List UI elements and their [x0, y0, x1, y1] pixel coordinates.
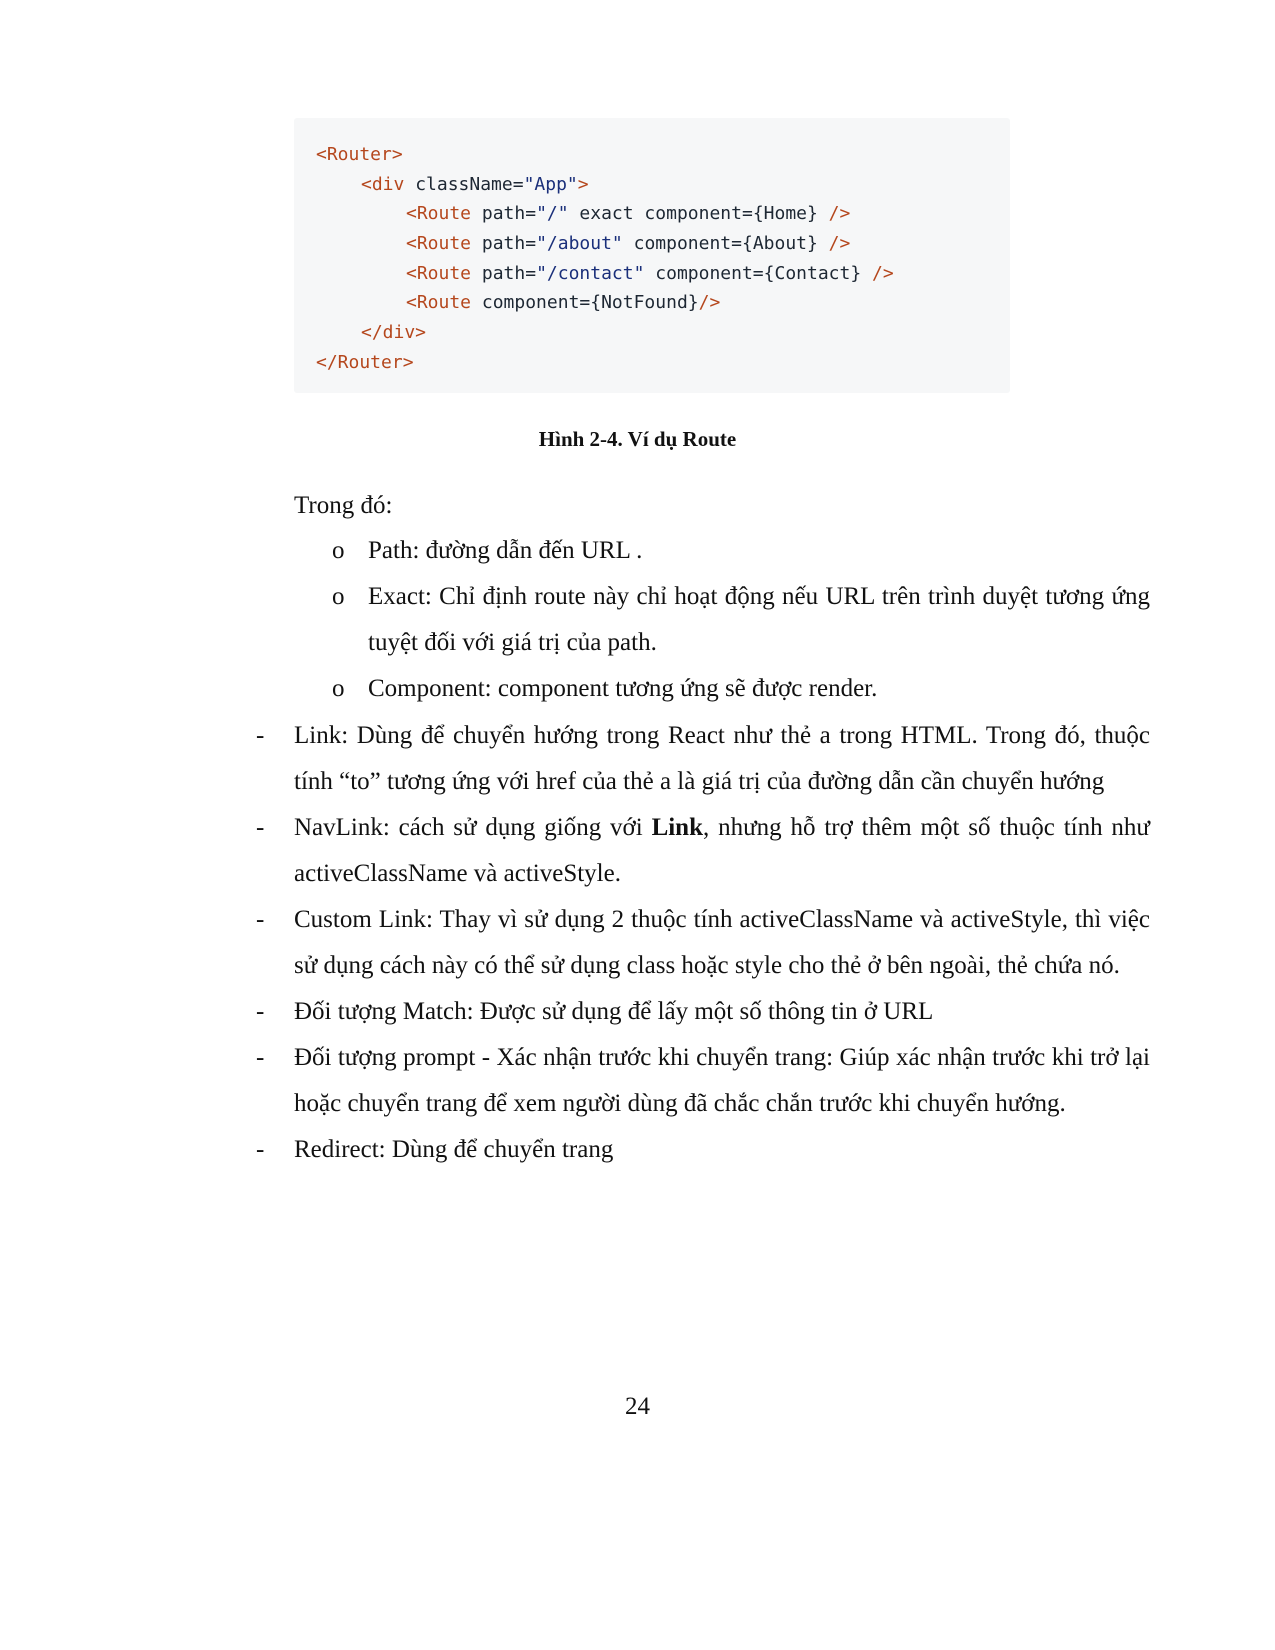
list-item-prompt [256, 1035, 1150, 1127]
list-item [294, 528, 1150, 574]
code-token: <Route [406, 233, 472, 255]
list-item-redirect [256, 1127, 1150, 1173]
code-block [294, 118, 1010, 393]
code-token: "/" [536, 203, 569, 225]
list-item [294, 666, 1150, 712]
dash-icon: - [256, 1044, 265, 1071]
code-token: > [577, 173, 589, 195]
list-item-text: NavLink: cách sử dụng giống với [294, 814, 652, 841]
bullet-icon: o [332, 675, 345, 702]
code-token: path= [471, 203, 537, 225]
list-item-text: Component: component tương ứng sẽ được render. [368, 675, 878, 702]
code-line [316, 348, 1010, 378]
list-item-text: Redirect: Dùng để chuyển trang [294, 1136, 614, 1163]
code-line [316, 259, 1010, 289]
code-token: exact component= [568, 203, 753, 225]
code-token: "/contact" [536, 262, 645, 284]
list-item-navlink [256, 805, 1150, 897]
code-token: component= [644, 262, 764, 284]
code-token: {Contact} [763, 262, 862, 284]
figure-caption: Hình 2-4. Ví dụ Route [538, 427, 737, 451]
list-item [294, 574, 1150, 666]
dash-icon: - [256, 1136, 265, 1163]
list-item-text: Path: đường dẫn đến URL . [368, 537, 643, 564]
code-token: /> [817, 203, 851, 225]
dash-icon: - [256, 722, 265, 749]
code-token: component= [622, 233, 742, 255]
bullet-icon: o [332, 537, 345, 564]
code-token: component= [471, 292, 591, 314]
list-item-text: Đối tượng Match: Được sử dụng để lấy một số thông tin ở URL [294, 998, 934, 1025]
list-item-text: Link: Dùng để chuyển hướng trong React như thẻ a trong HTML. Trong đó, thuộc tính “to” tương ứng với href của thẻ a là giá trị của đường dẫn cần chuyển hướng [294, 722, 1150, 795]
code-token: {NotFound} [590, 292, 699, 314]
code-token: <div [361, 173, 405, 195]
sub-list [294, 528, 1150, 712]
dash-icon: - [256, 906, 265, 933]
list-item-match [256, 989, 1150, 1035]
list-item-link [256, 713, 1150, 805]
code-line [316, 229, 1010, 259]
code-token: {About} [741, 233, 818, 255]
code-token: className= [404, 173, 524, 195]
code-line [316, 199, 1010, 229]
code-line [316, 170, 1010, 200]
code-token: /> [698, 292, 721, 314]
code-token: <Route [406, 262, 472, 284]
list-item-text: Đối tượng prompt - Xác nhận trước khi chuyển trang: Giúp xác nhận trước khi trở lại hoặc chuyển trang để xem người dùng đã chắc chắn trước khi chuyển hướng. [294, 1044, 1150, 1117]
code-token: /> [861, 262, 894, 284]
code-token: {Home} [752, 203, 818, 225]
code-token: "App" [523, 173, 578, 195]
code-token: path= [471, 262, 537, 284]
code-line [316, 140, 1010, 170]
code-token: "/about" [536, 233, 623, 255]
list-item-text: , nhưng hỗ trợ thêm một số thuộc tính như activeClassName và activeStyle. [294, 814, 1150, 887]
list-item-text: Custom Link: Thay vì sử dụng 2 thuộc tính activeClassName và activeStyle, thì việc sử dụng cách này có thể sử dụng class hoặc style cho thẻ ở bên ngoài, thẻ chứa nó. [294, 906, 1150, 979]
page-number: 24 [625, 1393, 650, 1420]
code-token: </Router> [316, 351, 414, 373]
code-token: </div> [361, 322, 427, 344]
code-token: <Route [406, 292, 472, 314]
code-token: /> [817, 233, 851, 255]
dash-icon: - [256, 998, 265, 1025]
bold-keyword: Link [651, 814, 703, 841]
main-list [256, 713, 1150, 1173]
code-token: <Router> [316, 144, 403, 165]
intro-text: Trong đó: [294, 492, 393, 519]
bullet-icon: o [332, 583, 345, 610]
list-item-text: Exact: Chỉ định route này chỉ hoạt động nếu URL trên trình duyệt tương ứng tuyệt đối với giá trị của path. [368, 583, 1150, 656]
dash-icon: - [256, 814, 265, 841]
code-line [316, 288, 1010, 318]
code-token: <Route [406, 203, 472, 225]
list-item-custom-link [256, 897, 1150, 989]
code-token: path= [471, 233, 537, 255]
code-line [316, 318, 1010, 348]
